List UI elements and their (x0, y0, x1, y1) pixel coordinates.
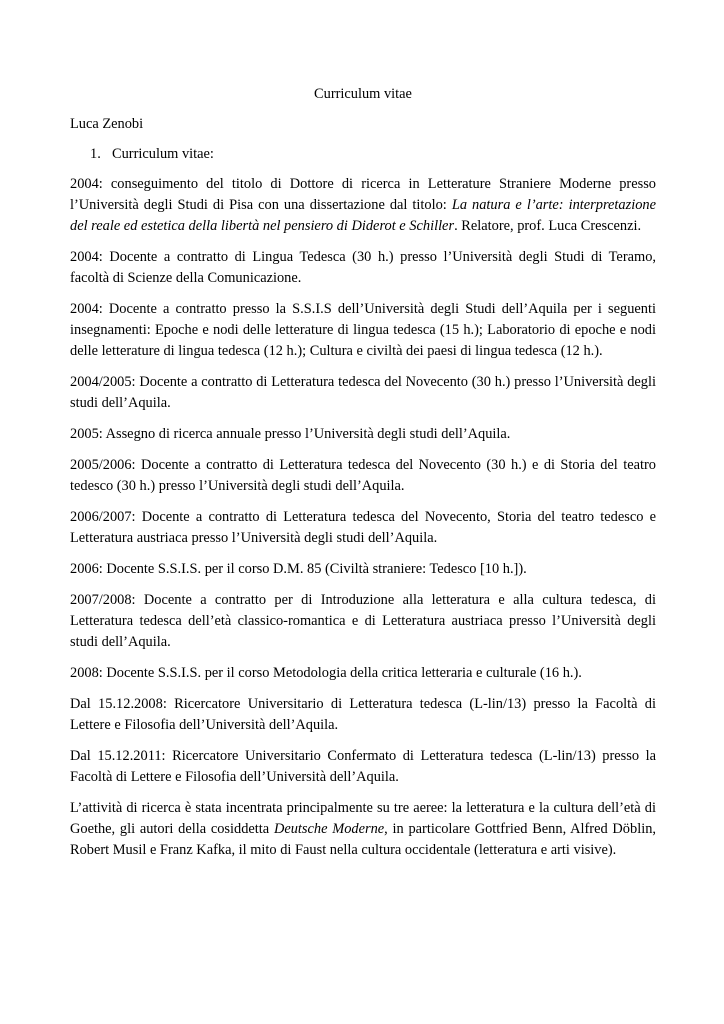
section-number: 1. (90, 146, 101, 162)
cv-entry: 2004: Docente a contratto presso la S.S.I.S dell’Università degli Studi dell’Aquila per i seguenti insegnamenti: Epoche e nodi delle letterature di lingua tedesca (15 h.); Laboratorio di epoche e nodi delle letterature di lingua tedesca (12 h.); Cultura e civiltà dei paesi di lingua tedesca (12 h.). (70, 301, 656, 359)
cv-entry: 2004: Docente a contratto di Lingua Tedesca (30 h.) presso l’Università degli Studi di Teramo, facoltà di Scienze della Comunicazione. (70, 249, 656, 286)
cv-entry: 2006: Docente S.S.I.S. per il corso D.M. 85 (Civiltà straniere: Tedesco [10 h.]). (70, 561, 527, 577)
entry-text: 2004: conseguimento del titolo di Dottore di ricerca in Letterature Straniere Moderne presso l’Università degli Studi di Pisa con una dissertazione dal titolo: (70, 176, 656, 213)
cv-entry: 2006/2007: Docente a contratto di Letteratura tedesca del Novecento, Storia del teatro tedesco e Letteratura austriaca presso l’Università degli studi dell’Aquila. (70, 509, 656, 546)
research-summary (70, 798, 656, 861)
cv-entry: 2007/2008: Docente a contratto per di Introduzione alla letteratura e alla cultura tedesca, di Letteratura tedesca dell’età classico-romantica e di Letteratura austriaca presso l’Università degli studi dell’Aquila. (70, 592, 656, 650)
cv-entry: Dal 15.12.2008: Ricercatore Universitario di Letteratura tedesca (L-lin/13) presso la Facoltà di Lettere e Filosofia dell’Università dell’Aquila. (70, 696, 656, 733)
cv-entry: Dal 15.12.2011: Ricercatore Universitario Confermato di Letteratura tedesca (L-lin/13) presso la Facoltà di Lettere e Filosofia dell’Università dell’Aquila. (70, 748, 656, 785)
author-name: Luca Zenobi (70, 116, 144, 132)
cv-entry: 2004/2005: Docente a contratto di Letteratura tedesca del Novecento (30 h.) presso l’Università degli studi dell’Aquila. (70, 374, 656, 411)
movement-name: Deutsche Moderne (273, 821, 385, 837)
dissertation-title: La natura e l’arte: interpretazione del reale ed estetica della libertà nel pensiero di Diderot e Schiller (70, 197, 656, 234)
entry-text: L’attività di ricerca è stata incentrata principalmente su tre aeree: la letteratura e la cultura dell’età di Goethe, gli autori della cosiddetta (70, 800, 656, 837)
cv-entry: 2005/2006: Docente a contratto di Letteratura tedesca del Novecento (30 h.) e di Storia del teatro tedesco (30 h.) presso l’Università degli studi dell’Aquila. (70, 457, 656, 494)
document-body (70, 84, 656, 871)
document-title: Curriculum vitae (314, 86, 412, 102)
section-heading (70, 144, 656, 165)
cv-entry: 2008: Docente S.S.I.S. per il corso Metodologia della critica letteraria e culturale (16 h.). (70, 665, 582, 681)
section-label: Curriculum vitae: (112, 146, 214, 162)
cv-entry: 2005: Assegno di ricerca annuale presso l’Università degli studi dell’Aquila. (70, 426, 511, 442)
entry-text: . Relatore, prof. Luca Crescenzi. (454, 218, 642, 234)
entry-text: , in particolare Gottfried Benn, Alfred Döblin, Robert Musil e Franz Kafka, il mito di Faust nella cultura occidentale (letteratura e arti visive). (70, 821, 656, 858)
cv-entry-phd (70, 174, 656, 237)
